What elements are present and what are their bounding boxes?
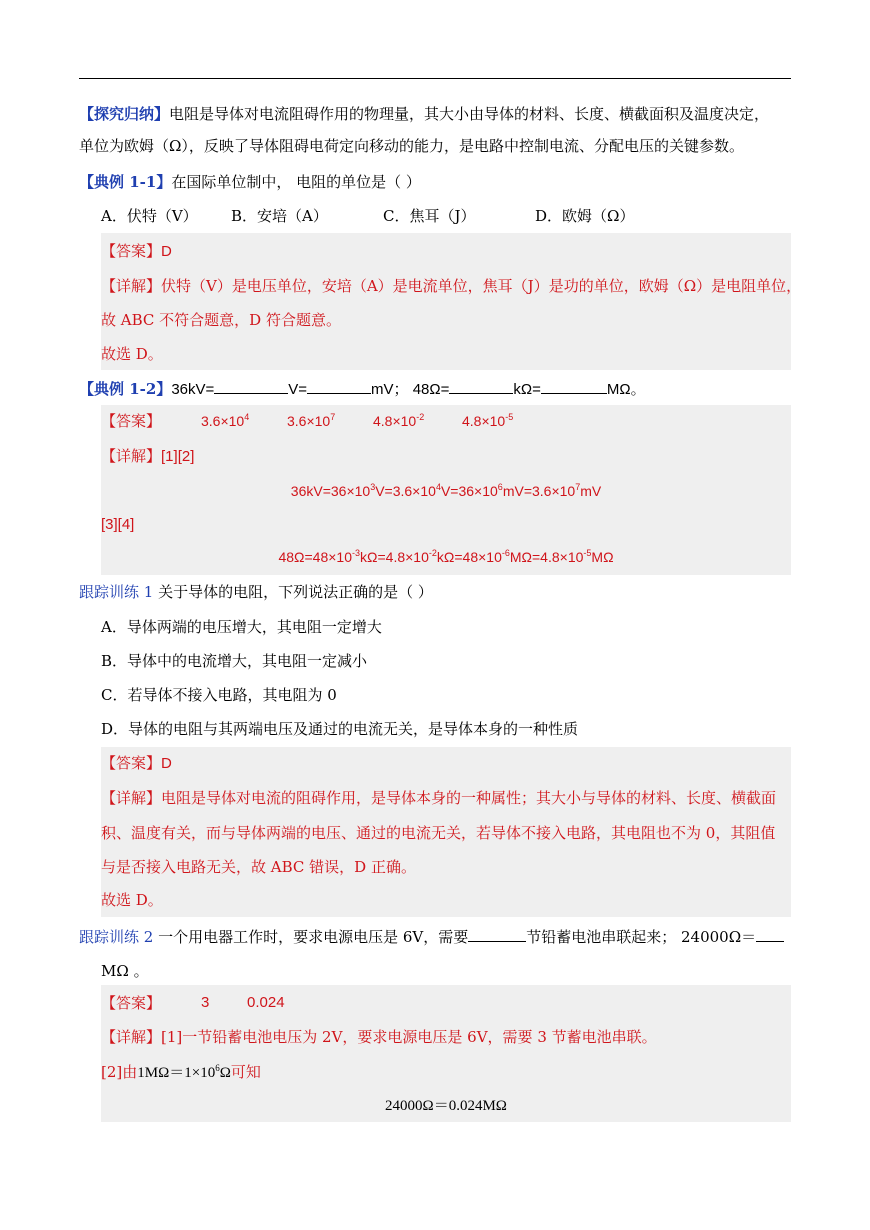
training-2-answer-tag: 【答案】: [101, 994, 162, 1012]
question-text: 关于导体的电阻，下列说法正确的是（ ）: [153, 583, 433, 601]
eq-part: mV: [580, 483, 602, 499]
eq-part: 48Ω=48×10: [278, 549, 352, 565]
training-1-option-d: D．导体的电阻与其两端电压及通过的电流无关，是导体本身的一种性质: [101, 720, 579, 738]
formula-base: 1MΩ＝1×10: [137, 1065, 216, 1081]
answer-base: 4.8×10: [462, 413, 506, 429]
answer-3: [373, 411, 424, 431]
eq-part: mV=3.6×10: [502, 483, 576, 499]
answer-blank: [307, 378, 371, 394]
example-1-1-text: 在国际单位制中， 电阻的单位是（ ）: [171, 173, 421, 191]
training-2-question-cont: MΩ 。: [101, 962, 149, 980]
training-2-tag: 跟踪训练 2: [79, 928, 154, 946]
question-part: V=: [288, 381, 308, 398]
example-1-2-tag: 【典例 1-2】: [79, 380, 172, 398]
detail-text: 可知: [230, 1063, 261, 1081]
answer-2: [287, 411, 335, 431]
equation-2: [101, 547, 791, 567]
option-d: D．欧姆（Ω）: [535, 207, 635, 225]
summary-tag: 【探究归纳】: [79, 105, 170, 123]
answer-4: [462, 411, 513, 431]
training-1-conclusion: 故选 D。: [101, 891, 163, 909]
answer-blank: [541, 378, 607, 394]
example-1-1-detail-2: 故 ABC 不符合题意，D 符合题意。: [101, 311, 341, 329]
example-1-1-conclusion: 故选 D。: [101, 345, 163, 363]
detail-tag: 【详解】: [101, 447, 162, 465]
answer-exponent: -2: [416, 412, 425, 422]
training-1-question: [79, 582, 433, 602]
summary-line-2: 单位为欧姆（Ω），反映了导体阻碍电荷定向移动的能力，是电路中控制电流、分配电压的关键参数。: [79, 137, 744, 155]
eq-exponent: -5: [583, 548, 592, 558]
eq-part: 36kV=36×10: [290, 483, 371, 499]
detail-ref: [1][2]: [161, 448, 195, 465]
answer-exponent: -5: [505, 412, 514, 422]
answer-blank: [756, 926, 784, 942]
question-part: mV； 48Ω=: [371, 381, 450, 398]
option-c: C．焦耳（J）: [383, 207, 476, 225]
training-1-tag: 跟踪训练 1: [79, 583, 154, 601]
eq-exponent: -6: [501, 548, 510, 558]
training-1-answer: [101, 753, 172, 774]
eq-exponent: 6: [497, 482, 503, 492]
training-2-equation: 24000Ω＝0.024MΩ: [385, 1098, 507, 1114]
answer-tag: 【答案】: [101, 754, 162, 772]
option-a: A．伏特（V）: [101, 207, 198, 225]
eq-exponent: 4: [435, 482, 441, 492]
detail-tag: 【详解】: [101, 789, 162, 807]
option-b: B．安培（A）: [231, 207, 328, 225]
answer-base: 3.6×10: [287, 413, 331, 429]
detail-text: [2]由: [101, 1063, 138, 1081]
header-rule: [79, 78, 791, 79]
training-2-detail-2: [101, 1062, 261, 1083]
detail-tag: 【详解】: [101, 1028, 162, 1046]
summary-line-1: [79, 104, 769, 124]
detail-text: 电阻是导体对电流的阻碍作用，是导体本身的一种属性；其大小与导体的材料、长度、横截面: [161, 789, 777, 807]
answer-blank: [214, 378, 288, 394]
answer-exponent: 7: [330, 412, 336, 422]
training-1-detail-3: 与是否接入电路无关，故 ABC 错误，D 正确。: [101, 858, 416, 876]
example-1-1-detail-1: [101, 276, 801, 296]
example-1-1-answer-box: [101, 233, 791, 370]
question-part: 一个用电器工作时，要求电源电压是 6V，需要: [153, 928, 469, 946]
training-1-option-c: C．若导体不接入电路，其电阻为 0: [101, 686, 337, 704]
example-1-1-answer: [101, 241, 172, 262]
answer-base: 4.8×10: [373, 413, 417, 429]
training-2-question: [79, 926, 784, 947]
eq-part: kΩ=4.8×10: [360, 549, 429, 565]
formula: [137, 1065, 231, 1081]
answer-exponent: 4: [244, 412, 250, 422]
training-2-answer-1: 3: [201, 994, 210, 1011]
detail-text: 伏特（V）是电压单位，安培（A）是电流单位，焦耳（J）是功的单位，欧姆（Ω）是电阻单位，: [161, 277, 802, 295]
answer-1: [201, 411, 249, 431]
answer-value: D: [161, 755, 172, 772]
formula-unit: Ω: [219, 1065, 231, 1081]
training-2-detail-1: [101, 1027, 657, 1047]
detail-tag: 【详解】: [101, 277, 162, 295]
answer-tag: 【答案】: [101, 242, 162, 260]
detail-text: [1]一节铅蓄电池电压为 2V，要求电源电压是 6V，需要 3 节蓄电池串联。: [161, 1028, 657, 1046]
question-part: MΩ。: [606, 381, 646, 398]
question-part: kΩ=: [513, 381, 541, 398]
equation-1: [101, 481, 791, 501]
eq-part: kΩ=48×10: [436, 549, 502, 565]
training-1-detail-2: 积、温度有关，而与导体两端的电压、通过的电流无关，若导体不接入电路，其电阻也不为 0，其阻值: [101, 824, 776, 842]
eq-part: MΩ=4.8×10: [509, 549, 584, 565]
training-1-detail-1: [101, 788, 776, 808]
formula-exponent: 6: [215, 1063, 220, 1073]
answer-base: 3.6×10: [201, 413, 245, 429]
training-2-answer-2: 0.024: [247, 994, 285, 1011]
training-1-option-b: B．导体中的电流增大，其电阻一定减小: [101, 652, 368, 670]
example-1-1-tag: 【典例 1-1】: [79, 173, 172, 191]
example-1-2-answer-tag: 【答案】: [101, 412, 162, 430]
answer-blank: [449, 378, 513, 394]
summary-text-1: 电阻是导体对电流阻碍作用的物理量，其大小由导体的材料、长度、横截面积及温度决定，: [169, 105, 770, 123]
eq-exponent: 3: [370, 482, 376, 492]
eq-part: V=3.6×10: [375, 483, 436, 499]
question-part: 节铅蓄电池串联起来； 24000Ω＝: [526, 928, 757, 946]
question-part: 36kV=: [171, 381, 215, 398]
example-1-2-detail: [101, 446, 194, 467]
eq-exponent: 7: [575, 482, 581, 492]
eq-part: V=36×10: [440, 483, 498, 499]
eq-part: MΩ: [591, 549, 614, 565]
eq-exponent: -3: [352, 548, 361, 558]
eq-exponent: -2: [428, 548, 437, 558]
example-1-1-question: [79, 172, 421, 192]
example-1-2-question: [79, 378, 646, 400]
answer-value: D: [161, 243, 172, 260]
detail-ref-2: [3][4]: [101, 516, 135, 533]
training-1-option-a: A．导体两端的电压增大，其电阻一定增大: [101, 618, 382, 636]
answer-blank: [468, 926, 526, 942]
